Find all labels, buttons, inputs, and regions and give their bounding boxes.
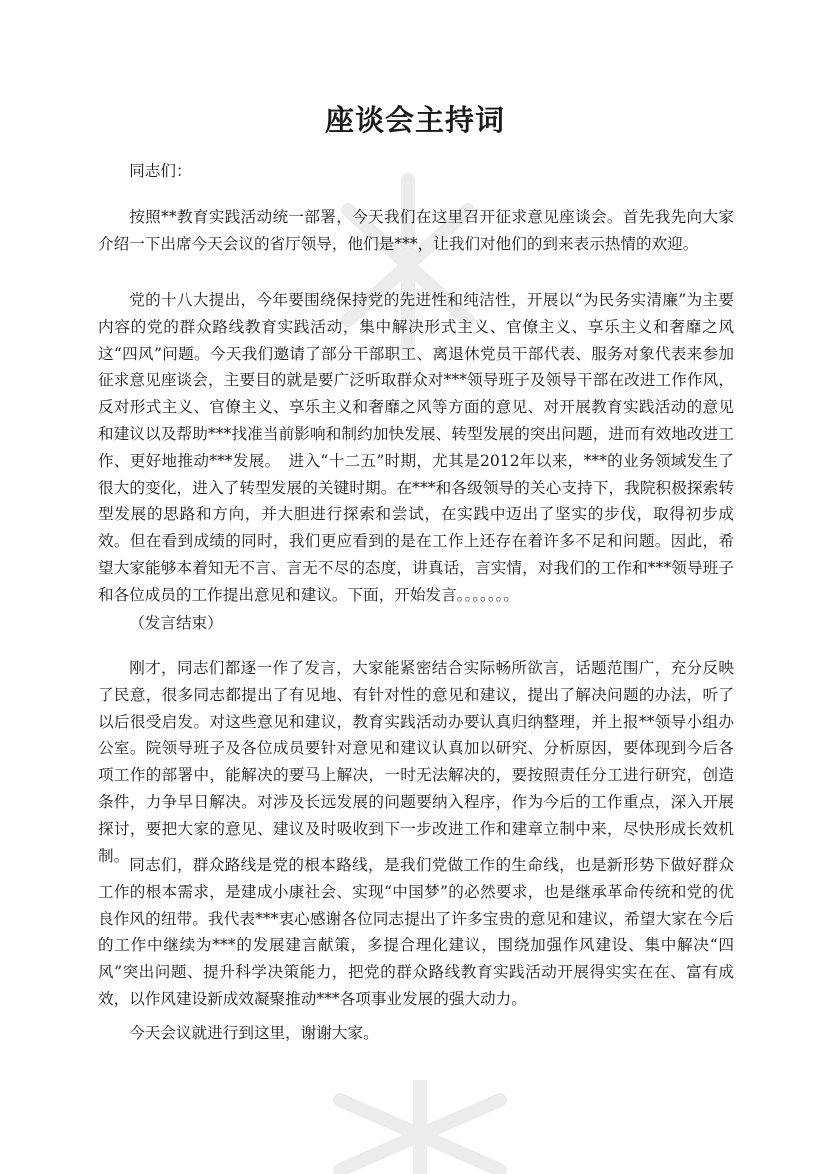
greeting: 同志们： <box>129 162 192 180</box>
paragraph-closing: 今天会议就进行到这里，谢谢大家。 <box>129 1024 379 1042</box>
paragraph-summary: 刚才，同志们都逐一作了发言，大家能紧密结合实际畅所欲言，话题范围广，充分反映了民意，很多同志都提出了有见地、有针对性的意见和建议，提出了解决问题的办法，听了以后很受启发。对这些意见和建议，教育实践活动办要认真归纳整理，并上报**领导小组办公室。院领导班子及各位成员要针对意见和建议认真加以研究、分析原因，要体现到今后各项工作的部署中，能解决的要马上解决，一时无法解决的，要按照责任分工进行研究，创造条件，力争早日解决。对涉及长远发展的问题要纳入程序，作为今后的工作重点，深入开展探讨，要把大家的意见、建议及时吸收到下一步改进工作和建章立制中来，尽快形成长效机制。 <box>98 659 734 865</box>
paragraph-conclusion: 同志们，群众路线是党的根本路线，是我们党做工作的生命线，也是新形势下做好群众工作的根本需求，是建成小康社会、实现“中国梦”的必然要求，也是继承革命传统和党的优良作风的纽带。我代表***衷心感谢各位同志提出了许多宝贵的意见和建议，希望大家在今后的工作中继续为***的发展建言献策，多提合理化建议，围绕加强作风建设、集中解决“四风”突出问题、提升科学决策能力，把党的群众路线教育实践活动开展得实实在在、富有成效，以作风建设新成效凝聚推动***各项事业发展的强大动力。 <box>98 856 734 1008</box>
paragraph-intro: 按照**教育实践活动统一部署，今天我们在这里召开征求意见座谈会。首先我先向大家介绍一下出席今天会议的省厅领导，他们是***，让我们对他们的到来表示热情的欢迎。 <box>98 208 734 253</box>
speech-end-note: （发言结束） <box>129 614 223 632</box>
document-title: 座谈会主持词 <box>324 103 505 137</box>
paragraph-background: 党的十八大提出，今年要围绕保持党的先进性和纯洁性，开展以“为民务实清廉”为主要内容的党的群众路线教育实践活动，集中解决形式主义、官僚主义、享乐主义和奢靡之风这“四风”问题。今天我们邀请了部分干部职工、离退休党员干部代表、服务对象代表来参加征求意见座谈会，主要目的就是要广泛听取群众对***领导班子及领导干部在改进工作作风，反对形式主义、官僚主义、享乐主义和奢靡之风等方面的意见、对开展教育实践活动的意见和建议以及帮助***找准当前影响和制约加快发展、转型发展的突出问题，进而有效地改进工作、更好地推动***发展。 进入“十二五”时期，尤其是2012年以来，***的业务领域发生了很大的变化，进入了转型发展的关键时期。在***和各级领导的关心支持下，我院积极探索转型发展的思路和方向，并大胆进行探索和尝试，在实践中迈出了坚实的步伐，取得初步成效。但在看到成绩的同时，我们更应看到的是在工作上还存在着许多不足和问题。因此，希望大家能够本着知无不言、言无不尽的态度，讲真话，言实情，对我们的工作和***领导班子和各位成员的工作提出意见和建议。下面，开始发言。。。。。。。 <box>98 291 734 604</box>
